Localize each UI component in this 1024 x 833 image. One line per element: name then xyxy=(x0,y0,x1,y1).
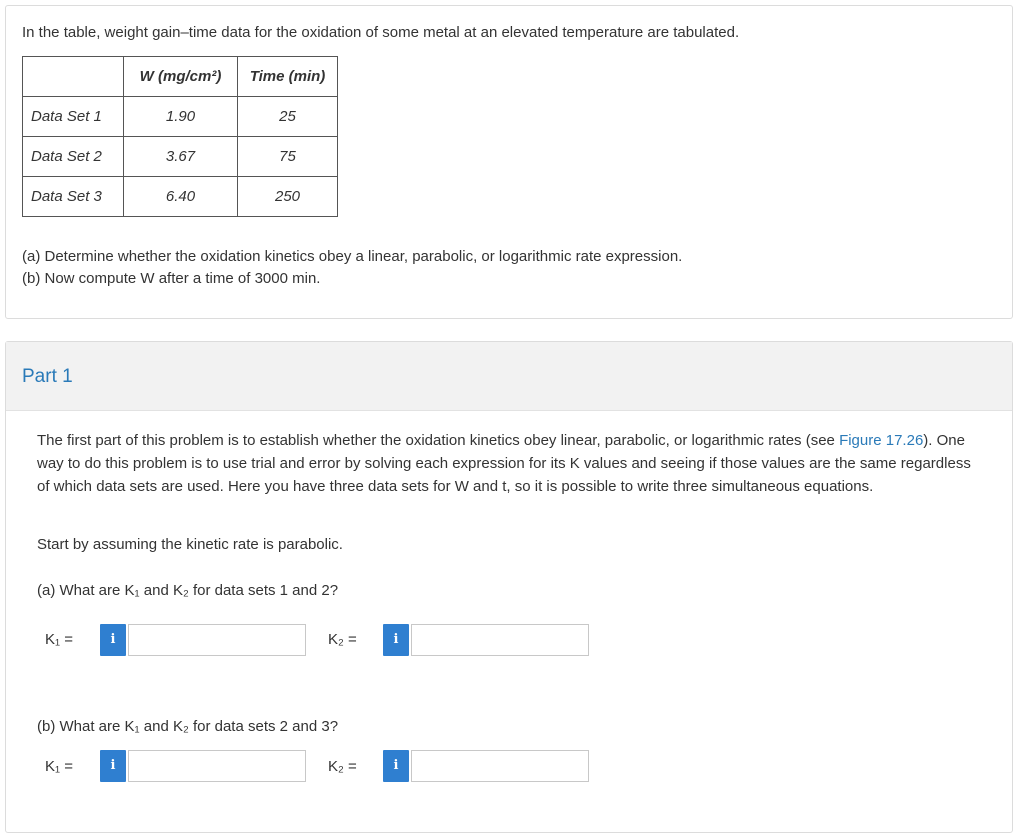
weight-value: 1.90 xyxy=(124,97,238,137)
info-icon[interactable]: i xyxy=(383,750,409,782)
table-row xyxy=(23,137,338,177)
time-value: 250 xyxy=(238,177,338,217)
table-row xyxy=(23,97,338,137)
k1-label-a: K₁ = xyxy=(45,631,73,648)
k2-label-b: K₂ = xyxy=(328,758,357,775)
k1-input-b[interactable] xyxy=(128,750,306,782)
part-1-card xyxy=(5,341,1013,833)
weight-value: 3.67 xyxy=(124,137,238,177)
table-row xyxy=(23,177,338,217)
figure-link[interactable]: Figure 17.26 xyxy=(839,432,924,449)
question-b: (b) What are K₁ and K₂ for data sets 2 and 3? xyxy=(37,718,339,735)
assumption-text: Start by assuming the kinetic rate is parabolic. xyxy=(37,536,343,553)
table-header-cell: W (mg/cm²) xyxy=(124,57,238,97)
part-header xyxy=(6,342,1012,411)
info-icon[interactable]: i xyxy=(383,624,409,656)
row-label: Data Set 2 xyxy=(23,137,124,177)
time-value: 75 xyxy=(238,137,338,177)
k1-input-a[interactable] xyxy=(128,624,306,656)
problem-card xyxy=(5,5,1013,319)
time-value: 25 xyxy=(238,97,338,137)
info-icon[interactable]: i xyxy=(100,624,126,656)
k2-input-b[interactable] xyxy=(411,750,589,782)
row-label: Data Set 1 xyxy=(23,97,124,137)
k2-label-a: K₂ = xyxy=(328,631,357,648)
part-title: Part 1 xyxy=(22,366,73,387)
problem-intro: In the table, weight gain–time data for the oxidation of some metal at an elevated temperature are tabulated. xyxy=(22,24,740,41)
row-label: Data Set 3 xyxy=(23,177,124,217)
table-header-cell: Time (min) xyxy=(238,57,338,97)
instructions-text-continued: ). One way to do this problem is to use trial and error by solving each expression for its K values and seeing if those values are the same regardless of which data sets are used. Here you have three data sets for W and t, so it is possible to write three simultaneous equations. xyxy=(37,432,971,495)
problem-question-b: (b) Now compute W after a time of 3000 min. xyxy=(22,270,321,287)
weight-value: 6.40 xyxy=(124,177,238,217)
k1-label-b: K₁ = xyxy=(45,758,73,775)
k2-input-a[interactable] xyxy=(411,624,589,656)
problem-question-a: (a) Determine whether the oxidation kinetics obey a linear, parabolic, or logarithmic rate expression. xyxy=(22,248,683,265)
question-a: (a) What are K₁ and K₂ for data sets 1 and 2? xyxy=(37,582,339,599)
info-icon[interactable]: i xyxy=(100,750,126,782)
instructions-text: The first part of this problem is to establish whether the oxidation kinetics obey linear, parabolic, or logarithmic rates (see xyxy=(37,432,840,449)
data-table xyxy=(22,56,338,217)
part-instructions xyxy=(37,429,977,498)
table-header-row xyxy=(23,57,338,97)
table-header-cell xyxy=(23,57,124,97)
